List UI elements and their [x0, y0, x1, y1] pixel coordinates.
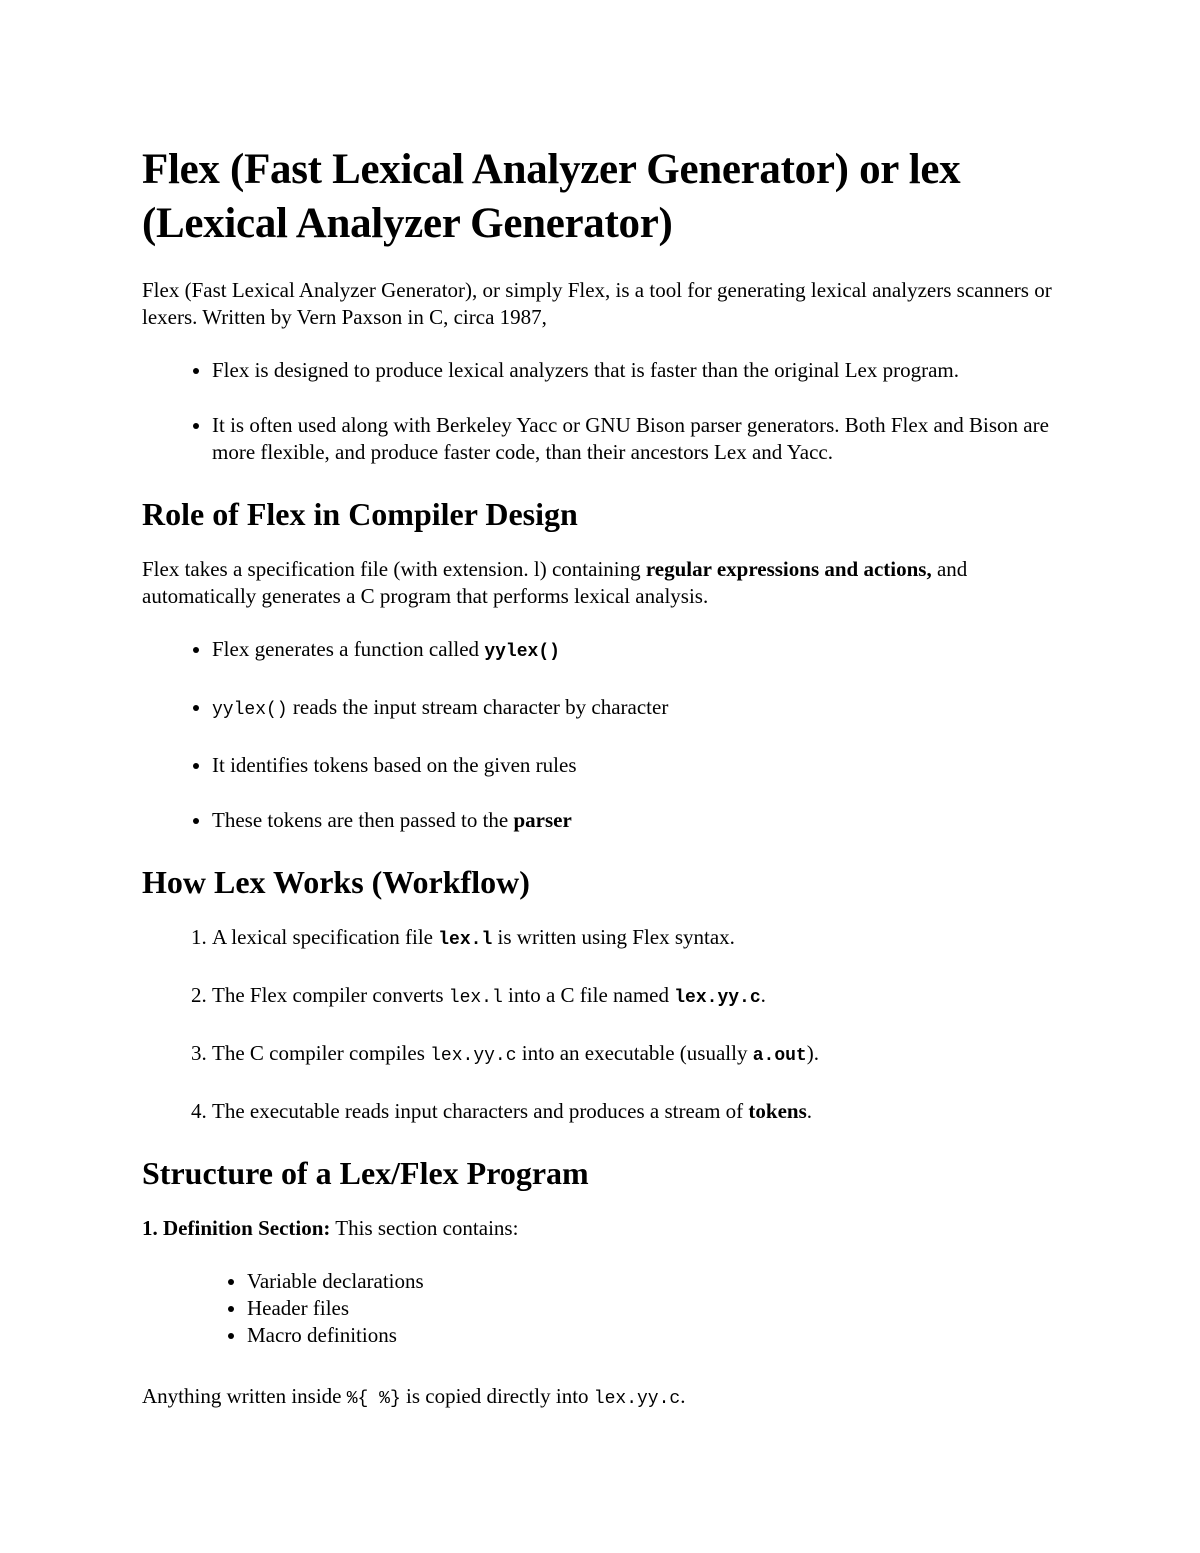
section-heading-workflow: How Lex Works (Workflow) [142, 864, 530, 900]
list-item: • It identifies tokens based on the given rules [212, 752, 1082, 779]
list-item: • Flex generates a function called yylex() [212, 636, 1082, 666]
inline-code: yylex() [484, 642, 560, 662]
document-page [142, 143, 1082, 1439]
list-item: • Flex is designed to produce lexical analyzers that is faster than the original Lex program. [212, 357, 1082, 384]
role-paragraph: Flex takes a specification file (with extension. l) containing regular expressions and actions, and automatically generates a C program that performs lexical analysis. [142, 557, 968, 608]
inline-code: lex.l [438, 930, 493, 950]
list-item: • Variable declarations [247, 1268, 1082, 1295]
workflow-steps-list [142, 924, 1082, 1125]
section-heading-role: Role of Flex in Compiler Design [142, 496, 578, 532]
list-item: • yylex() reads the input stream character by character [212, 694, 1082, 724]
inline-code: lex.yy.c [430, 1046, 517, 1066]
copy-note-paragraph: Anything written inside %{ %} is copied directly into lex.yy.c. [142, 1384, 686, 1409]
inline-code: lex.yy.c [674, 988, 761, 1008]
definition-section-paragraph: 1. Definition Section: This section contains: [142, 1216, 519, 1240]
list-item: 4. The executable reads input characters and produces a stream of tokens. [212, 1098, 1082, 1125]
inline-code: lex.l [448, 988, 503, 1008]
list-item: • Macro definitions [247, 1322, 1082, 1349]
intro-bullet-list [142, 357, 1082, 466]
role-bullet-list [142, 636, 1082, 834]
list-item: 3. The C compiler compiles lex.yy.c into an executable (usually a.out). [212, 1040, 1082, 1070]
section-heading-structure: Structure of a Lex/Flex Program [142, 1155, 589, 1191]
page-title: Flex (Fast Lexical Analyzer Generator) or lex (Lexical Analyzer Generator) [142, 146, 961, 247]
list-item: • Header files [247, 1295, 1082, 1322]
list-item: • These tokens are then passed to the parser [212, 807, 1082, 834]
inline-code: lex.yy.c [593, 1389, 681, 1409]
inline-code: a.out [752, 1046, 807, 1066]
list-item: 2. The Flex compiler converts lex.l into a C file named lex.yy.c. [212, 982, 1082, 1012]
definition-items-list [142, 1268, 1082, 1349]
inline-code: yylex() [212, 700, 288, 720]
list-item: • It is often used along with Berkeley Yacc or GNU Bison parser generators. Both Flex and Bison are more flexible, and produce faster code, than their ancestors Lex and Yacc. [212, 412, 1082, 466]
list-item: 1. A lexical specification file lex.l is written using Flex syntax. [212, 924, 1082, 954]
intro-paragraph: Flex (Fast Lexical Analyzer Generator), or simply Flex, is a tool for generating lexical analyzers scanners or lexers. Written by Vern Paxson in C, circa 1987, [142, 278, 1052, 329]
inline-code: %{ %} [346, 1389, 401, 1409]
